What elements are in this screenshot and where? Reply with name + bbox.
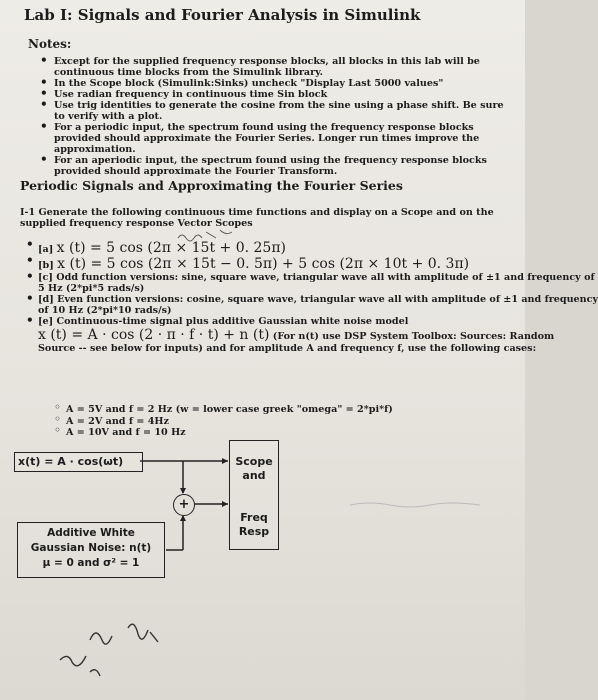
- block-diagram: [0, 440, 525, 600]
- resp-label: Resp: [238, 525, 270, 538]
- signal-arrow: [222, 458, 228, 464]
- signal-items-list: [26, 240, 598, 354]
- note-item: • Use trig identities to generate the cosine from the sine using a phase shift. Be sure to verify with a plot.: [40, 100, 506, 122]
- note-item: • For a periodic input, the spectrum found using the frequency response blocks provided should approximate the Fourier Series. Longer run times improve the approximation.: [40, 122, 506, 155]
- item-d-line2: of 10 Hz (2*pi*10 rads/s): [38, 305, 172, 316]
- noise-block: [17, 522, 165, 578]
- item-b-label: [b]: [38, 260, 54, 271]
- item-e-equation: x (t) = A · cos (2 · π · f · t) + n (t): [38, 327, 270, 343]
- freq-label: Freq: [240, 511, 268, 524]
- noise-line3: μ = 0 and σ² = 1: [42, 557, 140, 569]
- item-d-line1: • [d] Even function versions: cosine, square wave, triangular wave all with amplitude of ±1 and frequency: [38, 294, 598, 305]
- note-item: • Use radian frequency in continuous time Sin block: [40, 89, 506, 100]
- notes-list: [40, 56, 506, 177]
- sum-out-arrow: [222, 501, 228, 507]
- case-item: ◦ A = 2V and f = 4Hz: [54, 416, 393, 428]
- note-item: • For an aperiodic input, the spectrum found using the frequency response blocks provided should approximate the Fourier Transform.: [40, 155, 506, 177]
- case-item: ◦ A = 10V and f = 10 Hz: [54, 427, 393, 439]
- scope-label: Scope: [235, 455, 273, 468]
- item-c-line2: 5 Hz (2*pi*5 rads/s): [38, 283, 145, 294]
- noise-line1: Additive White: [47, 527, 135, 539]
- item-e-line1: • [e] Continuous-time signal plus additive Gaussian white noise model: [38, 316, 409, 327]
- item-c-line1: • [c] Odd function versions: sine, square wave, triangular wave all with amplitude of ±1 and frequency of: [38, 272, 595, 283]
- item-c: [26, 272, 595, 294]
- note-item: • Except for the supplied frequency response blocks, all blocks in this lab will be continuous time blocks from the Simulink library.: [40, 56, 506, 78]
- item-e: [26, 316, 555, 354]
- item-b: [26, 256, 525, 272]
- item-a-equation: x (t) = 5 cos (2π × 15t + 0. 25π): [56, 240, 286, 256]
- item-b-equation: x (t) = 5 cos (2π × 15t − 0. 5π) + 5 cos (2π × 10t + 0. 3π): [57, 256, 470, 272]
- noise-line2: Gaussian Noise: n(t): [30, 542, 152, 554]
- section-heading: Periodic Signals and Approximating the Fourier Series: [20, 178, 403, 193]
- item-d: [26, 294, 598, 316]
- item-a-label: [a]: [38, 244, 54, 255]
- scope-and-label: and: [242, 469, 266, 482]
- signal-source-block: x(t) = A · cos(ωt): [14, 452, 143, 472]
- handwriting-scribble: [90, 624, 158, 644]
- sum-junction: +: [173, 494, 195, 516]
- item-e-line3: Source -- see below for inputs) and for amplitude A and frequency f, use the following cases:: [38, 343, 537, 354]
- scope-freqresp-block: [229, 440, 279, 550]
- note-item: • In the Scope block (Simulink:Sinks) uncheck "Display Last 5000 values": [40, 78, 506, 89]
- item-e-tail: (For n(t) use DSP System Toolbox: Sources: Random: [272, 331, 555, 342]
- page-title: Lab I: Signals and Fourier Analysis in Simulink: [24, 6, 421, 24]
- notes-heading: Notes:: [28, 37, 72, 51]
- case-item: ◦ A = 5V and f = 2 Hz (w = lower case greek "omega" = 2*pi*f): [54, 404, 393, 416]
- problem-intro: I-1 Generate the following continuous time functions and display on a Scope and on the supplied frequency response Vector Scopes: [20, 207, 494, 229]
- cases-list: [54, 404, 393, 439]
- handwriting-scribble: [60, 656, 100, 676]
- item-a: [26, 240, 525, 256]
